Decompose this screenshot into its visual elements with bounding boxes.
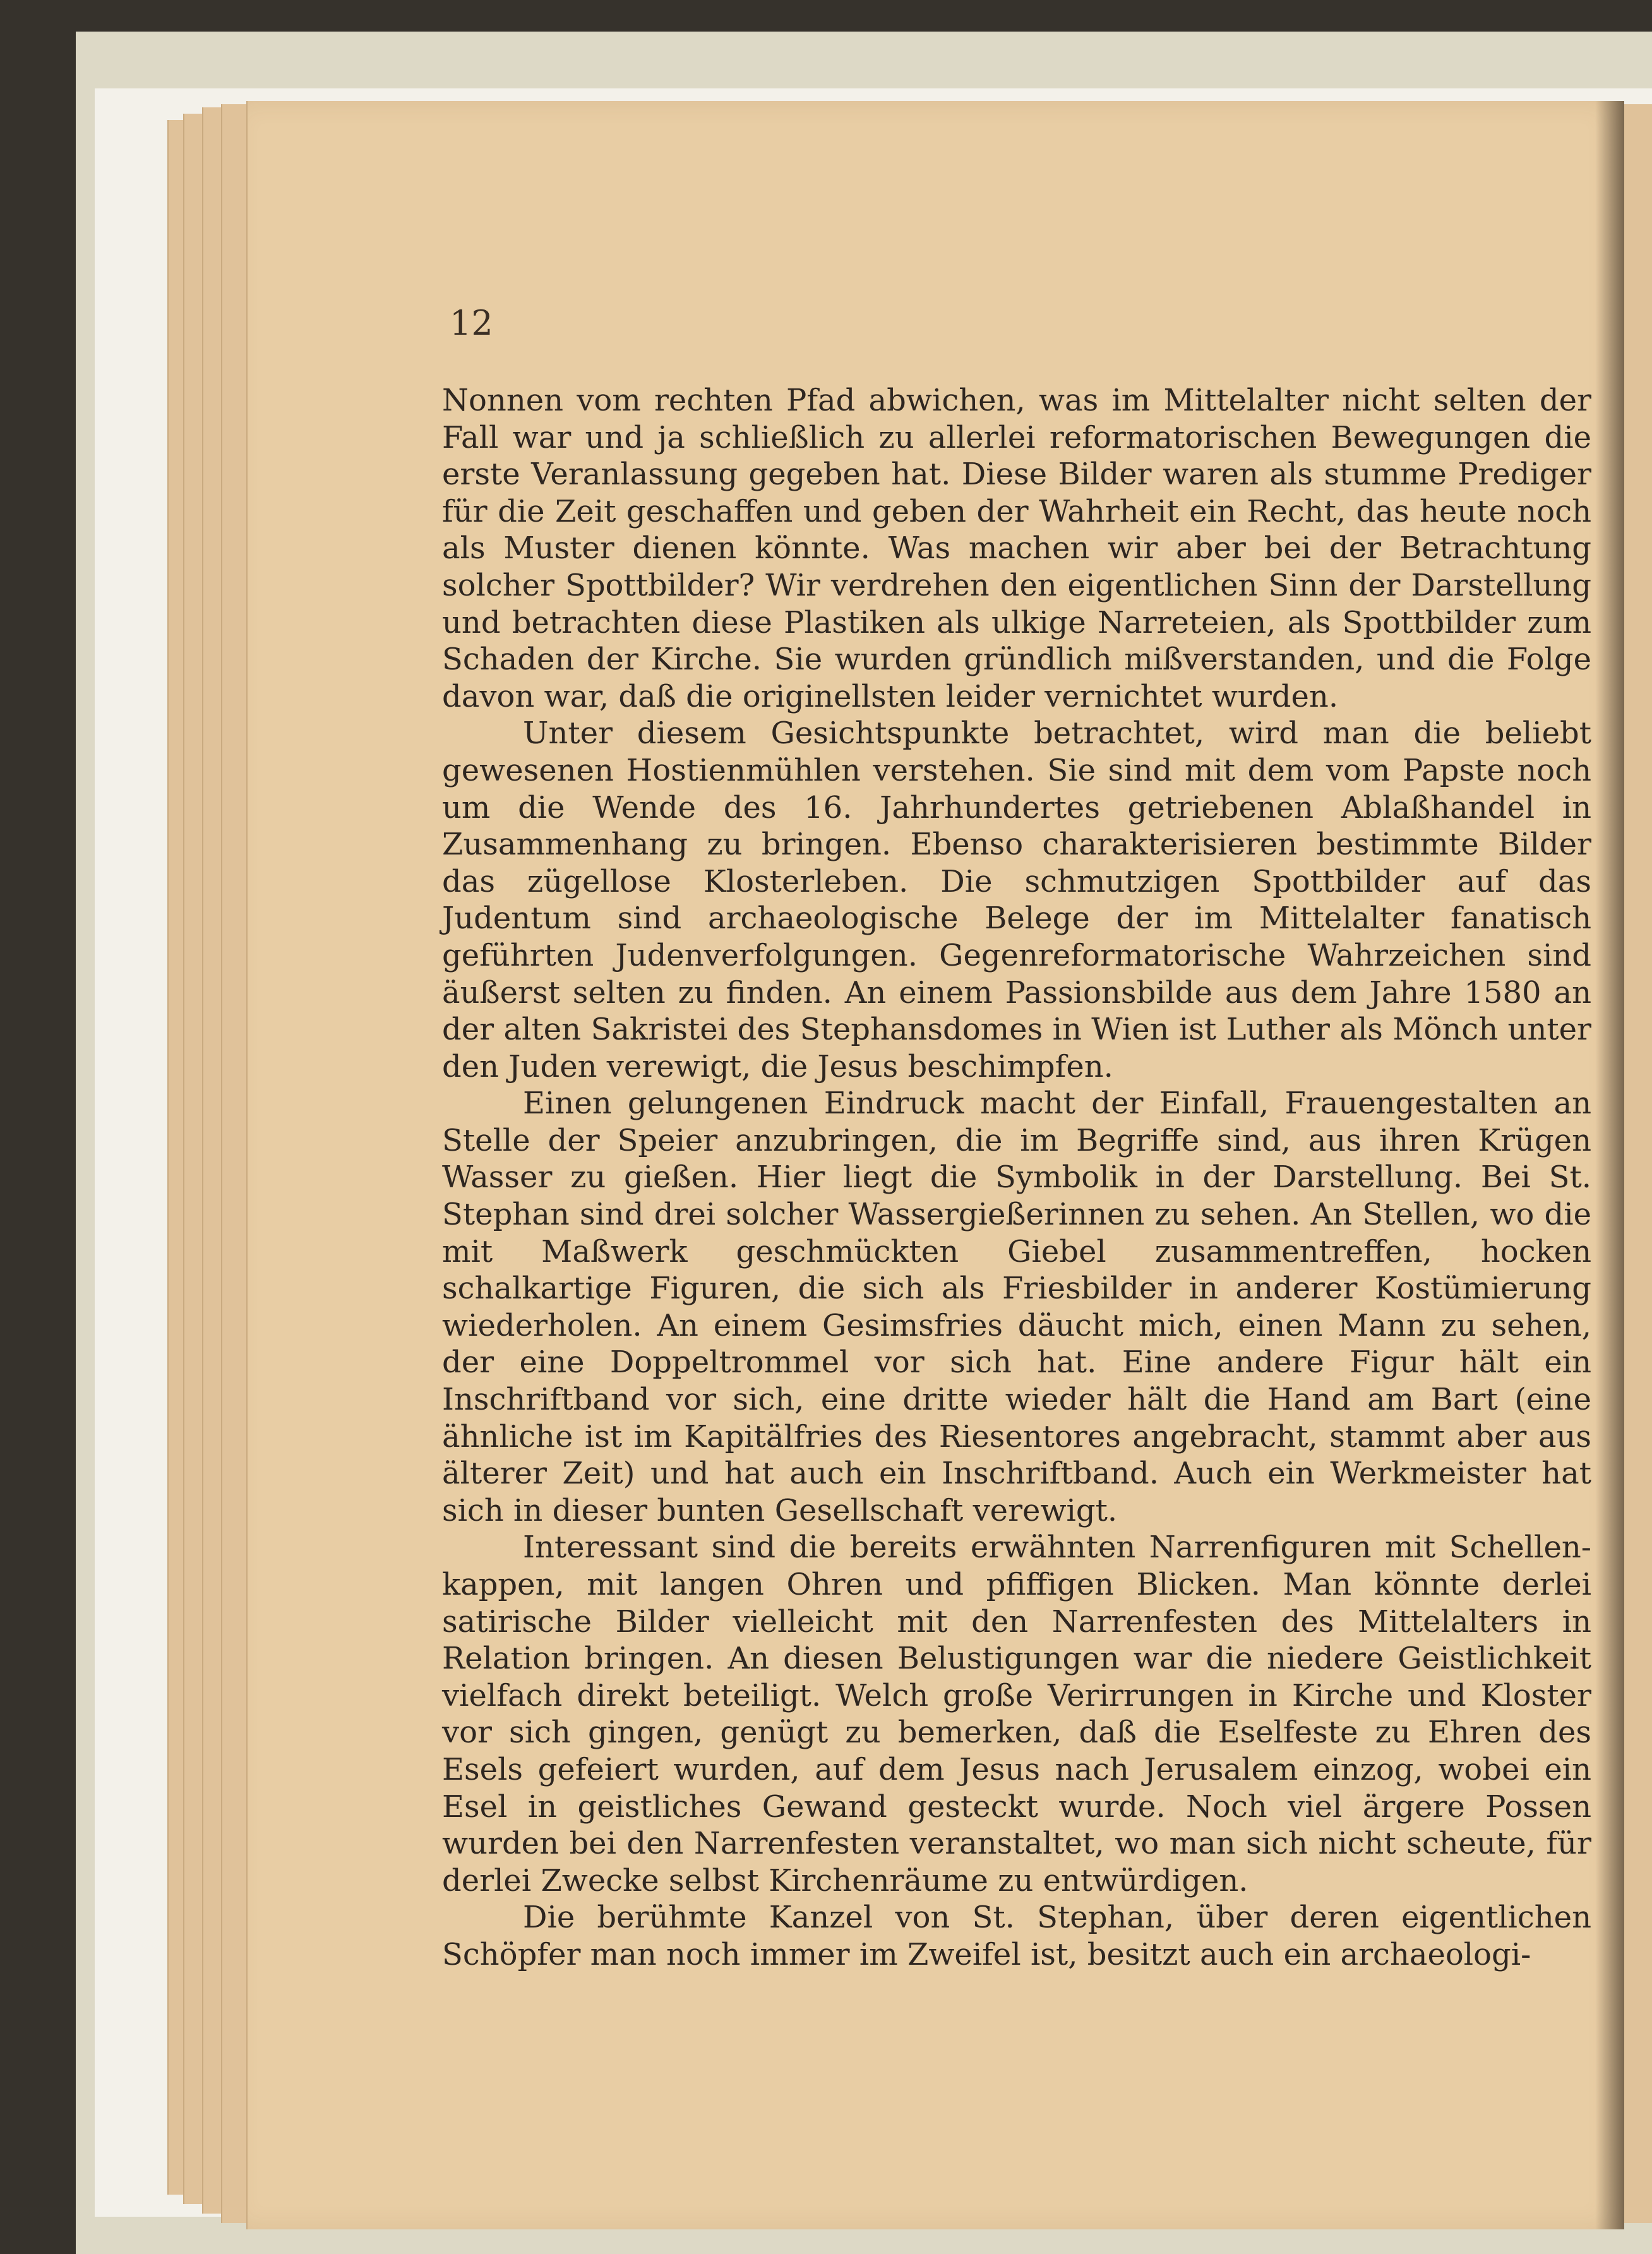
paragraph: Unter diesem Gesichtspunkte betrachtet, wird man die beliebt gewesenen Hostienmühlen verstehen. Sie sind mit dem vom Papste noch um die Wende des 16. Jahrhundertes getriebenen Ablaßhandel in Zusammenhang zu bringen. Ebenso charakterisieren bestimmte Bilder das zügellose Klosterleben. Die schmutzigen Spottbilder auf das Judentum sind archaeologische Belege der im Mittelalter fanatisch geführten Judenverfolgungen. Gegenreformatorische Wahrzeichen sind äußerst selten zu finden. An einem Passionsbilde aus dem Jahre 1580 an der alten Sakristei des Stephansdomes in Wien ist Luther als Mönch unter den Juden verewigt, die Jesus beschimpfen.	[442, 716, 1591, 1084]
spine-shadow	[1595, 101, 1624, 2229]
body-text	[442, 382, 1591, 1974]
paragraph: Einen gelungenen Eindruck macht der Einfall, Frauengestalten an Stelle der Speier anzubringen, die im Begriffe sind, aus ihren Krügen Wasser zu gießen. Hier liegt die Symbolik in der Darstellung. Bei St. Stephan sind drei solcher Wassergießerinnen zu sehen. An Stellen, wo die mit Maßwerk geschmückten Giebel zusammentreffen, hocken schalkartige Figuren, die sich als Friesbilder in anderer Kostümierung wiederholen. An einem Gesimsfries däucht mich, einen Mann zu sehen, der eine Doppeltrommel vor sich hat. Eine andere Figur hält ein Inschriftband vor sich, eine dritte wieder hält die Hand am Bart (eine ähnliche ist im Kapitälfries des Riesentores angebracht, stammt aber aus älterer Zeit) und hat auch ein Inschriftband. Auch ein Werkmeister hat sich in dieser bunten Gesellschaft verewigt.	[442, 1086, 1591, 1528]
paragraph: Interessant sind die bereits erwähnten Narrenfiguren mit Schellenkappen, mit langen Ohren und pfiffigen Blicken. Man könnte derlei satirische Bilder vielleicht mit den Narrenfesten des Mittelalters in Relation bringen. An diesen Belustigungen war die niedere Geistlichkeit vielfach direkt beteiligt. Welch große Verirrungen in Kirche und Kloster vor sich gingen, genügt zu bemerken, daß die Eselfeste zu Ehren des Esels gefeiert wurden, auf dem Jesus nach Jerusalem einzog, wobei ein Esel in geistliches Gewand gesteckt wurde. Noch viel ärgere Possen wurden bei den Narrenfesten veranstaltet, wo man sich nicht scheute, für derlei Zwecke selbst Kirchenräume zu entwürdigen.	[442, 1530, 1591, 1898]
page-number: 12	[450, 303, 493, 343]
paragraph: Nonnen vom rechten Pfad abwichen, was im Mittelalter nicht selten der Fall war und ja schließlich zu allerlei reformatorischen Bewegungen die erste Veranlassung gegeben hat. Diese Bilder waren als stumme Prediger für die Zeit geschaffen und geben der Wahrheit ein Recht, das heute noch als Muster dienen könnte. Was machen wir aber bei der Betrachtung solcher Spottbilder? Wir verdrehen den eigentlichen Sinn der Darstellung und betrachten diese Plastiken als ulkige Narreteien, als Spottbilder zum Schaden der Kirche. Sie wurden gründlich mißverstanden, und die Folge davon war, daß die originellsten leider vernichtet wurden.	[442, 383, 1591, 714]
book-page	[246, 101, 1624, 2229]
paragraph: Die berühmte Kanzel von St. Stephan, über deren eigentlichen Schöpfer man noch immer im Zweifel ist, besitzt auch ein archaeologi-	[442, 1900, 1591, 1972]
